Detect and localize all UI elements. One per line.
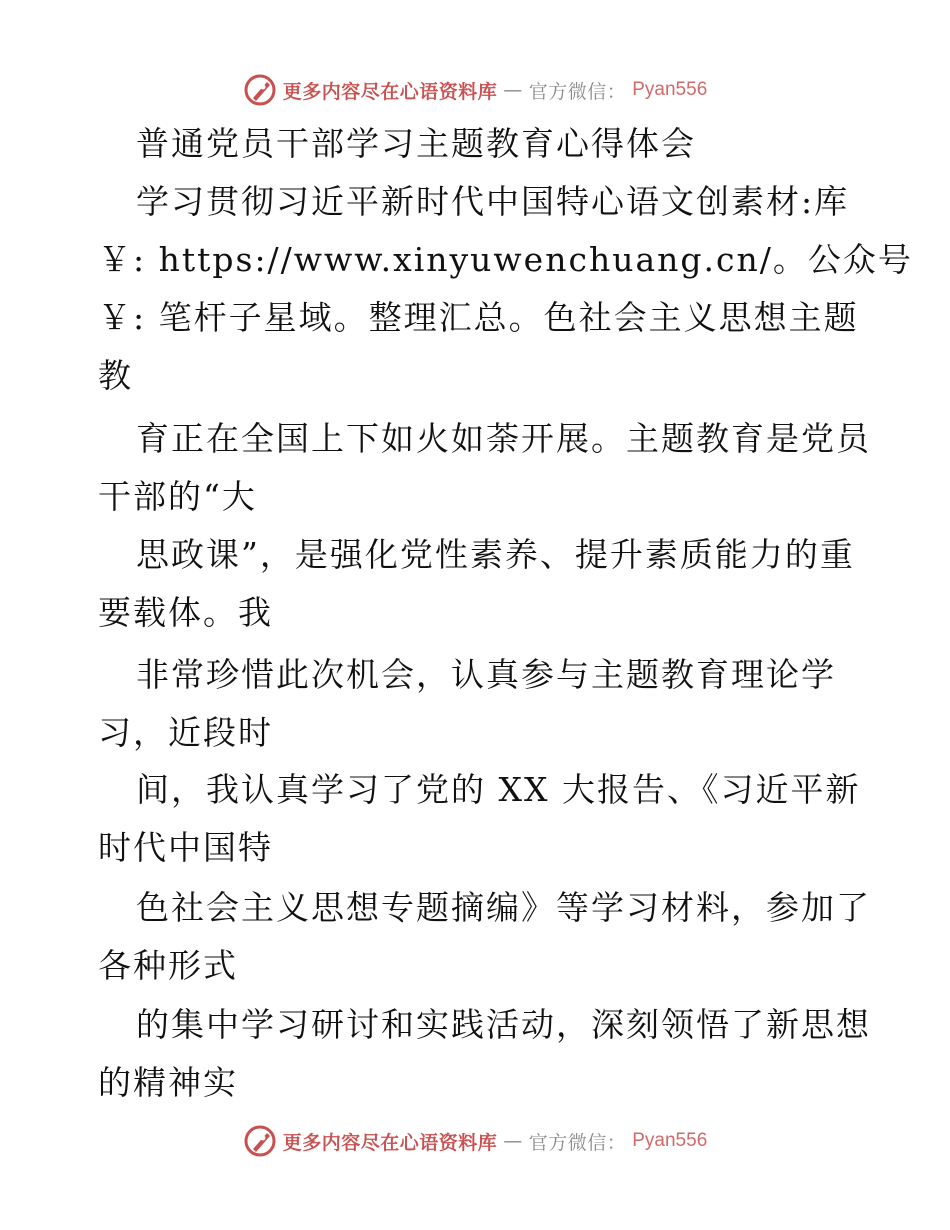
text-line: 的集中学习研讨和实践活动，深刻领悟了新思想 [136,1005,871,1044]
footer-watermark-label: 官方微信： [528,1131,627,1154]
text-line: 育正在全国上下如火如荼开展。主题教育是党员 [136,419,871,458]
text-line: 时代中国特 [98,828,273,867]
pen-logo-icon [243,1124,277,1158]
text-line: 思政课”，是强化党性素养、提升素质能力的重 [136,535,855,574]
text-line: 间，我认真学习了党的 XX 大报告、《习近平新 [136,770,861,809]
document-title: 普通党员干部学习主题教育心得体会 [136,124,696,163]
text-line: ￥: https://www.xinyuwenchuang.cn/。公众号 [98,240,913,279]
text-line: 教 [98,356,133,395]
footer-watermark [0,1121,950,1161]
text-line: 各种形式 [98,946,238,985]
header-watermark-text: 更多内容尽在心语资料库 [282,80,498,103]
footer-watermark-id: Pyan556 [632,1130,708,1151]
header-watermark-id: Pyan556 [632,79,708,100]
text-line: 的精神实 [98,1063,238,1102]
footer-watermark-text: 更多内容尽在心语资料库 [282,1131,498,1154]
text-line: 学习贯彻习近平新时代中国特心语文创素材:库 [136,182,850,221]
text-line: 干部的“大 [98,477,257,516]
text-line: 非常珍惜此次机会，认真参与主题教育理论学 [136,655,836,694]
text-line: 要载体。我 [98,593,273,632]
pen-logo-icon [243,73,277,107]
header-watermark-dash: — [503,79,523,101]
header-watermark-label: 官方微信： [528,80,627,103]
text-line: ￥: 笔杆子星域。整理汇总。色社会主义思想主题 [98,298,859,337]
footer-watermark-dash: — [503,1130,523,1152]
text-line: 习，近段时 [98,713,273,752]
text-line: 色社会主义思想专题摘编》等学习材料，参加了 [136,888,871,927]
header-watermark [0,70,950,110]
